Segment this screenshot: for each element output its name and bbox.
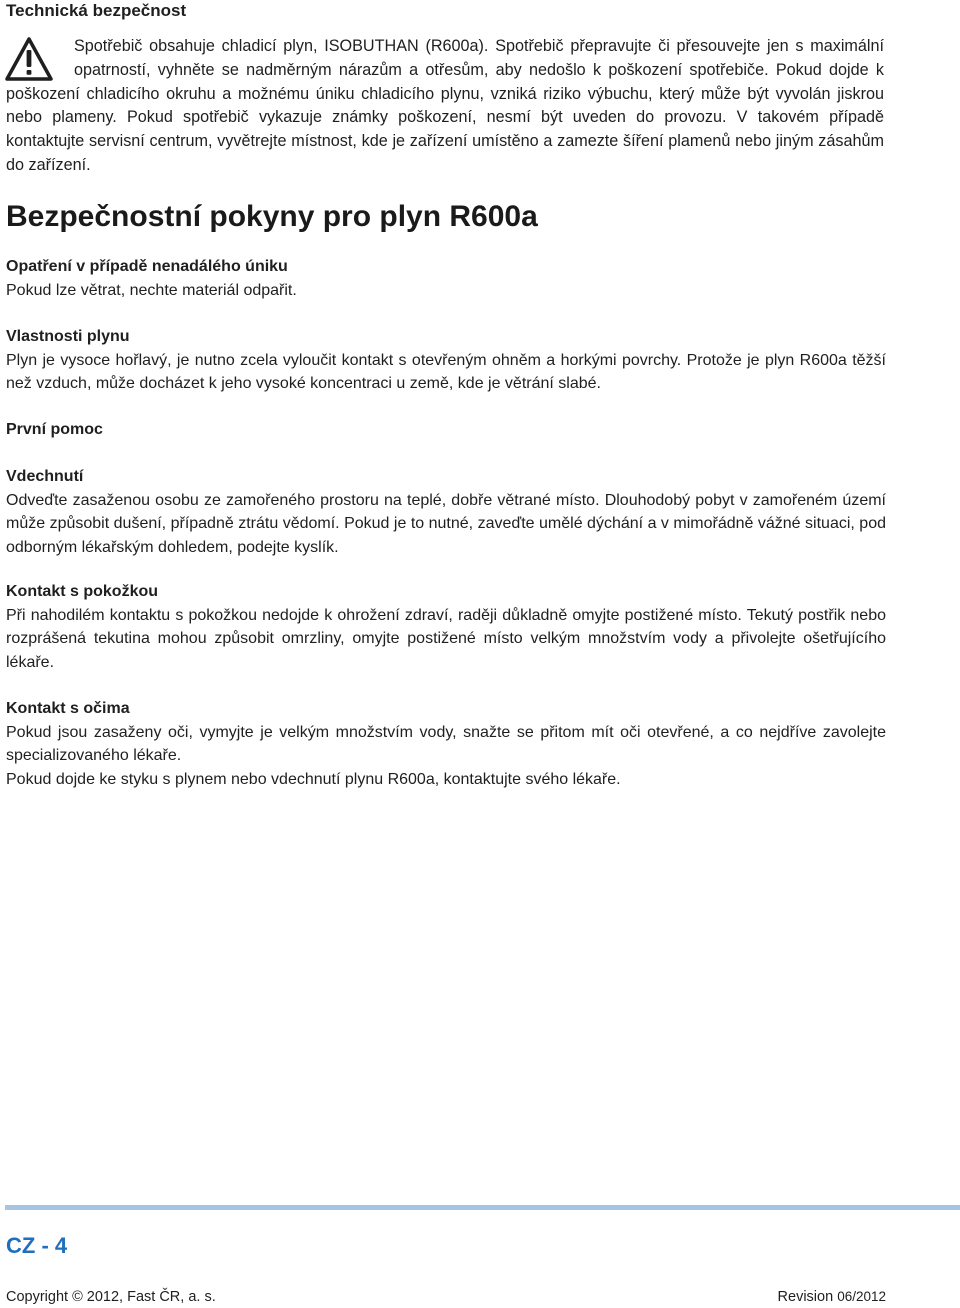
first-aid-heading: První pomoc xyxy=(6,421,103,438)
properties-heading: Vlastnosti plynu xyxy=(6,328,130,345)
leak-text: Pokud lze větrat, nechte materiál odpařit. xyxy=(6,281,297,299)
revision-info xyxy=(760,1287,886,1307)
revision-label: Revision xyxy=(777,1289,834,1305)
skin-text: Při nahodilém kontaktu s pokožkou nedojde k ohrožení zdraví, raději důkladně omyjte postižené místo. Tekutý postřik nebo rozprášená tekutina mohou způsobit omrzliny, omyjte postižené místo velkým množstvím vody a přivolejte ošetřujícího lékaře. xyxy=(6,606,886,671)
warning-paragraph xyxy=(6,35,884,178)
skin-section xyxy=(6,580,886,674)
properties-text: Plyn je vysoce hořlavý, je nutno zcela vyloučit kontakt s otevřeným ohněm a horkými povrchy. Protože je plyn R600a těžší než vzduch, může docházet k jeho vysoké koncentraci u země, kde je větrání slabé. xyxy=(6,351,886,392)
leak-section xyxy=(6,255,886,302)
inhalation-text: Odveďte zasaženou osobu ze zamořeného prostoru na teplé, dobře větrané místo. Dlouhodobý pobyt v zamořeném území může způsobit dušení, případně ztrátu vědomí. Pokud je to nutné, zaveďte umělé dýchání a v mimořádně vážné situaci, pod odborným lékařským dohledem, podejte kyslík. xyxy=(6,491,886,556)
revision-number: 06/2012 xyxy=(837,1289,886,1304)
eyes-heading: Kontakt s očima xyxy=(6,700,130,717)
eyes-text: Pokud jsou zasaženy oči, vymyjte je velkým množstvím vody, snažte se přitom mít oči otevřené, a co nejdříve zavolejte specializovaného lékaře. xyxy=(6,723,886,764)
inhalation-section xyxy=(6,465,886,559)
copyright-text: Copyright © 2012, Fast ČR, a. s. xyxy=(6,1289,216,1305)
eyes-section xyxy=(6,697,886,791)
eyes-text-2: Pokud dojde ke styku s plynem nebo vdechnutí plynu R600a, kontaktujte svého lékaře. xyxy=(6,770,621,788)
properties-section xyxy=(6,325,886,396)
warning-text: Spotřebič obsahuje chladicí plyn, ISOBUTHAN (R600a). Spotřebič přepravujte či přesouvejte jen s maximální opatrností, vyhněte se nadměrným nárazům a otřesům, aby nedošlo k poškození spotřebiče. Pokud dojde k poškození chladicího okruhu a možnému úniku chladicího plynu, vzniká riziko výbuchu, který může být vyvolán jiskrou nebo plameny. Pokud spotřebič vykazuje známky poškození, nesmí být uveden do provozu. V takovém případě kontaktujte servisní centrum, vyvětrejte místnost, kde je zařízení umístěno a zamezte šíření plamenů nebo jiným zásahům do zařízení. xyxy=(6,37,884,174)
section-title: Technická bezpečnost xyxy=(6,1,187,20)
page-number: CZ - 4 xyxy=(6,1233,68,1258)
skin-heading: Kontakt s pokožkou xyxy=(6,583,159,600)
first-aid-section xyxy=(6,418,886,442)
main-title: Bezpečnostní pokyny pro plyn R600a xyxy=(6,200,538,233)
footer-rule xyxy=(5,1205,960,1210)
inhalation-heading: Vdechnutí xyxy=(6,468,84,485)
leak-heading: Opatření v případě nenadálého úniku xyxy=(6,258,288,275)
